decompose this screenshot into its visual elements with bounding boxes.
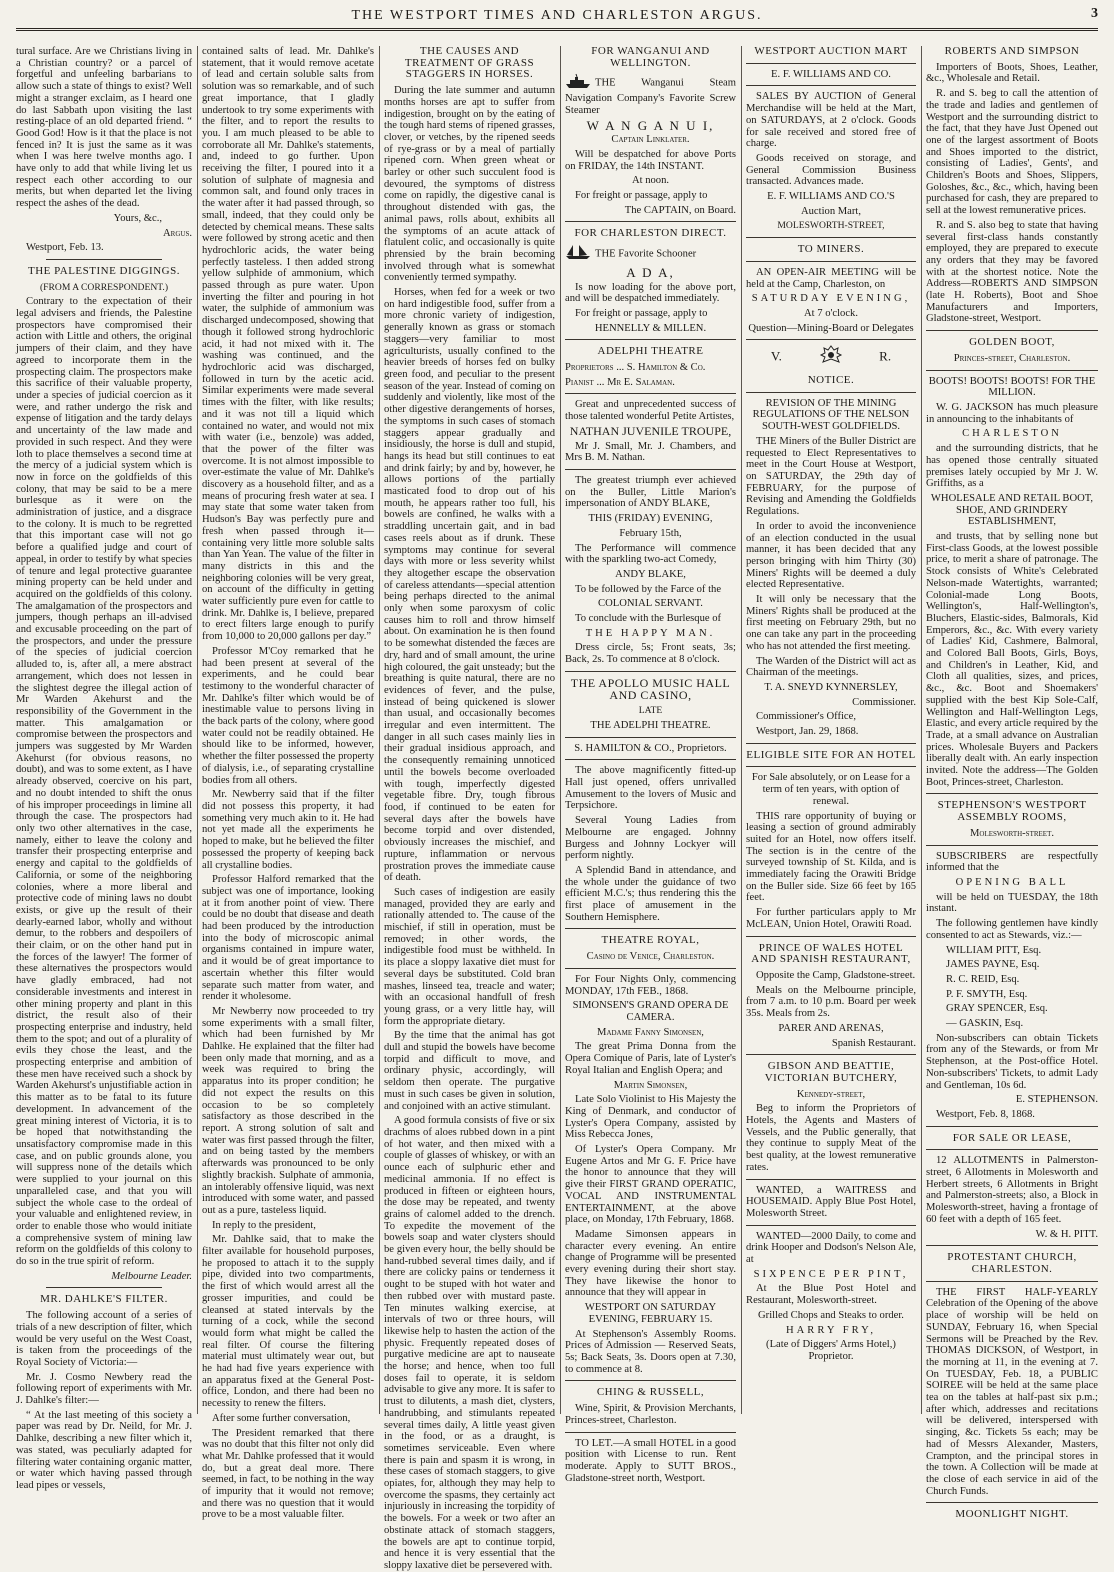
newspaper-title: THE WESTPORT TIMES AND CHARLESTON ARGUS.	[351, 8, 763, 23]
ad-body: For Four Nights Only, commencing MONDAY, 17th FEB., 1868.	[565, 973, 736, 997]
divider	[746, 1054, 916, 1055]
letter-dateline: Westport, Feb. 13.	[26, 242, 104, 254]
ad-line: SATURDAY EVENING,	[751, 293, 911, 305]
divider	[926, 1245, 1098, 1246]
page-number: 3	[1091, 6, 1098, 21]
ad-line: ANDY BLAKE,	[615, 568, 686, 580]
column-5	[746, 46, 916, 1414]
ad-body: At Stephenson's Assembly Rooms. Prices of Admission — Reserved Seats, 5s; Back Seats, 3s. Doors open at 7.30, to commence at 8.	[565, 1328, 736, 1375]
ad-line: Casino de Venice, Charleston.	[586, 951, 715, 963]
ad-body: The greatest triumph ever achieved on the Buller, Little Marion's impersonation of ANDY BLAKE,	[565, 474, 736, 510]
ad-body: The Performance will commence with the sparkling two-act Comedy,	[565, 542, 736, 566]
divider	[46, 259, 162, 260]
divider	[926, 330, 1098, 331]
ad-body: will be held on TUESDAY, the 18th instant.	[926, 891, 1098, 915]
ad-feature: WESTPORT ON SATURDAY EVENING, FEBRUARY 15.	[584, 1302, 717, 1325]
ad-heading-auction-mart: WESTPORT AUCTION MART	[754, 45, 908, 57]
ad-body: AN OPEN-AIR MEETING will be held at the Camp, Charleston, on	[746, 266, 916, 290]
divider	[565, 737, 736, 738]
divider	[926, 845, 1098, 846]
divider	[926, 370, 1098, 371]
ad-body: Wine, Spirit, & Provision Merchants, Princes-street, Charleston.	[565, 1403, 736, 1426]
divider	[565, 1380, 736, 1381]
ad-line: COLONIAL SERVANT.	[598, 598, 703, 610]
royal-crest-line: V. R.	[746, 345, 916, 371]
article-body-filter: Professor M'Coy remarked that he had been present at several of the experiments, and he could bear testimony to the wonderful character of Mr. Dahlke's filter which would be of inestimable value to persons living in the back parts of the colony, where good water could not be readily obtained. He should like to be informed, however, whether the filter possessed the property of dialysis, i.e., of separating crystalline bodies from all others.	[202, 645, 374, 786]
divider	[565, 339, 736, 340]
column-rule	[921, 46, 922, 1414]
divider	[746, 339, 916, 340]
article-body-staggers: During the late summer and autumn months horses are apt to suffer from indigestion, brought on by the eating of the tough hard stems of ripened grasses, clover, or vetches, by the ripened seeds of rye-grass or by a meal of partially ripened corn. When green wheat or barley or other such succulent food is devoured, the symptoms of distress come on rapidly, the digestive canal is throughout distended with gas, the animal paws, rolls about, exhibits all the symptoms of an acute attack of flatulent colic, and occasionally is quite phrensied by the brain becoming involved through what is somewhat conveniently termed sympathy.	[384, 85, 555, 284]
divider	[565, 1432, 736, 1433]
ad-line: SIXPENCE PER PINT,	[753, 1268, 909, 1280]
ad-body: Opposite the Camp, Gladstone-street.	[756, 970, 916, 981]
ad-line: THE ADELPHI THEATRE.	[590, 719, 711, 731]
article-heading-palestine: THE PALESTINE DIGGINGS.	[28, 264, 180, 277]
ad-body: THE Favorite Schooner	[565, 244, 736, 264]
column-6	[926, 45, 1098, 1521]
ad-body: For freight or passage, apply to	[575, 307, 708, 319]
ad-feature: BOOTS! BOOTS! BOOTS! FOR THE MILLION.	[928, 375, 1096, 399]
steward-name: P. F. SMYTH, Esq.	[946, 988, 1028, 1000]
ad-body: and the surrounding districts, that he has opened those centrally situated premises lately occupied by Mr J. W. Griffiths, as a	[926, 443, 1098, 490]
divider	[565, 393, 736, 394]
ad-body: In order to avoid the inconvenience of an election conducted in the usual manner, it has been decided that any person bringing with him Thirty (30) Miners' Rights will be deemed a duly elected Representative.	[746, 520, 916, 591]
article-body-filter: The President remarked that there was no doubt that this filter not only did what Mr. Dahlke professed that it would do, but a great deal more. There seemed, in fact, to be nothing in the way of impurity that it would not remove; and there was no question that it would prove to be a most valuable filter.	[202, 1427, 374, 1521]
ad-heading-stephensons: STEPHENSON'S WESTPORT ASSEMBLY ROOMS,	[937, 799, 1087, 824]
ad-body: The above magnificently fitted-up Hall just opened, offers unrivalled Amusement to the lovers of Music and Terpsichore.	[565, 765, 736, 812]
divider	[746, 85, 916, 86]
letter-closing: Yours, &c.,	[113, 212, 162, 224]
ad-line: At 7 o'clock.	[804, 307, 858, 319]
article-body-filter: In reply to the president,	[212, 1219, 316, 1231]
article-body-staggers: Horses, when fed for a week or two on hard indigestible food, suffer from a more chronic variety of indigestion, generally known as grass or stomach staggers—very familiar to most agriculturists, usually confined to the heavier breeds of horses fed on bulky green food, and peculiar to the present season of the year. Instead of coming on suddenly and violently, like most of the other digestive derangements of horses, the symptoms in such cases of stomach staggers appear gradually and insidiously, the horse is dull and stupid, hangs its head but still continues to eat and drink fairly; by and by, however, he allows portions of the partially masticated food to drop out of his mouth, he appears rather too full, his bowels are confined, he walks with a straddling uncertain gait, and in bad cases reels about as if drunk. These symptoms may continue for several days with more or less severity whilst they altogether escape the observation of careless attendants—special attention being perhaps directed to the animal only when some paroxysm of colic causes him to roll and throw himself about. On examination he is then found to be somewhat distended the fæces are dry, hard and of small amount, the urine high coloured, the gait unsteady; but the breathing is quite natural, there are no evidences of fever, and the pulse, instead of being quickened is slower than usual, and occasionally becomes irregular and even intermittent. The danger in all such cases mainly lies in their gradual insidious approach, and the consequently remaining unnoticed until the bowels become overloaded with tough, imperfectly digested vegetable fibre. Dry, tough fibrous food, if continued to be eaten for several days after the bowels have become torpid and over distended, obviously increases the mischief, and rupture, inflammation or nervous prostration proves the immediate cause of death.	[384, 287, 555, 884]
masthead-rule	[16, 28, 1098, 31]
steward-name: WILLIAM PITT, Esq.	[946, 944, 1042, 956]
ad-ship-name: W A N G A N U I,	[586, 117, 715, 133]
column-rule	[741, 46, 742, 1414]
steward-name: — GASKIN, Esq.	[946, 1018, 1024, 1030]
ad-body: Is now loading for the above port, and will be despatched immediately.	[565, 281, 736, 305]
ad-line: Westport, Feb. 8, 1868.	[936, 1108, 1035, 1120]
divider	[565, 221, 736, 222]
article-source: Melbourne Leader.	[111, 1270, 192, 1282]
ad-body: The following gentlemen have kindly consented to act as Stewards, viz.:—	[926, 918, 1098, 941]
ad-feature: WHOLESALE AND RETAIL BOOT, SHOE, AND GRINDERY ESTABLISHMENT,	[930, 492, 1094, 528]
ad-line: Pianist ... Mr E. Salaman.	[565, 376, 675, 388]
royal-crest-icon	[815, 345, 847, 371]
ad-heading-theatre-royal: THEATRE ROYAL,	[601, 934, 700, 947]
ad-body: THE Wanganui Steam Navigation Company's Favorite Screw Steamer	[565, 73, 736, 116]
letter-signature: Argus.	[163, 227, 192, 239]
divider	[746, 63, 916, 64]
ad-body: Madame Simonsen appears in character every evening. An entire change of Programme will be presented every evening during their short stay. They have likewise the honor to announce that they will appear in	[565, 1228, 736, 1299]
article-body-filter: The following account of a series of trials of a new description of filter, which would be very useful on the West Coast, is taken from the proceedings of the Royal Society of Victoria:—	[16, 1310, 192, 1368]
ad-body: WANTED, a WAITRESS and HOUSEMAID. Apply Blue Post Hotel, Molesworth Street.	[746, 1184, 916, 1219]
ad-body: For Sale absolutely, or on Lease for a term of ten years, with option of renewal.	[751, 772, 911, 807]
ad-line: (Late of Diggers' Arms Hotel,) Proprietor.	[766, 1339, 896, 1362]
ad-heading-to-miners: TO MINERS.	[797, 243, 865, 256]
article-body-filter: Mr. Newberry said that if the filter did not possess this property, it had something very much akin to it. He had not yet made all the experiments he hoped to make, but he believed the filter possessed the property of keeping back all crystalline bodies.	[202, 789, 374, 871]
ad-body: THE FIRST HALF-YEARLY Celebration of the Opening of the above place of worship will be held on SUNDAY, February 16, when Special Sermons will be Preached by the Rev. THOMAS DICKSON, of Westport, in the morning at 11, in the evening at 7. On TUESDAY, Feb. 18, a PUBLIC SOIREE will be held at the same place tea on the tables at half-past six p.m.; after which, addresses and recitations will be delivered, interspersed with singing, &c. Tickets 5s each; may be had of Messrs Alexander, Masters, Crampton, and the principal stores in the town. A Collection will be made at the close of each service in aid of the Church Funds.	[926, 1286, 1098, 1497]
divider	[926, 1149, 1098, 1150]
ad-heading-roberts-simpson: ROBERTS AND SIMPSON	[944, 45, 1080, 57]
column-3	[384, 45, 555, 1571]
ad-body: To be followed by the Farce of the	[575, 583, 722, 595]
article-body-filter: Professor Halford remarked that the subject was one of importance, looking at it from another point of view. There could be no doubt that disease and death had been produced by the introduction into the body of microscopic animal organisms contained in impure water, and it would be of great importance to ascertain whether this filter would separate such matter from water, and render it wholesome.	[202, 874, 374, 1003]
ad-feature: SIMONSEN'S GRAND OPERA DE CAMERA.	[572, 1000, 729, 1023]
ad-line: Martin Simonsen,	[613, 1079, 688, 1091]
article-body-filter: Mr. Dahlke said, that to make the filter available for household purposes, he proposed to attach it to the supply pipe, divided into two compartments, the first of which would arrest all the grosser impurities, and could be cleansed at stated intervals by the turning of a cock, while the second would form what might be called the real filter. Of course the filtering material must ultimately wear out, but he had had five years experience with an apparatus fixed at the General Post-office, London, and there had been no necessity to renew the filters.	[202, 1234, 374, 1410]
divider	[565, 671, 736, 672]
ad-signer: T. A. SNEYD KYNNERSLEY,	[764, 681, 898, 693]
ad-captain: Captain Linklater.	[611, 134, 690, 146]
ad-body: Meals on the Melbourne principle, from 7 a.m. to 10 p.m. Board per week 35s. Meals from 2s.	[746, 984, 916, 1020]
divider	[926, 1502, 1098, 1503]
ad-line: E. F. WILLIAMS AND CO.	[771, 68, 891, 80]
schooner-icon	[565, 244, 591, 264]
ad-contact: HENNELLY & MILLEN.	[594, 322, 707, 334]
steward-name: R. C. REID, Esq.	[946, 973, 1020, 985]
ad-heading-ching-russell: CHING & RUSSELL,	[596, 1386, 705, 1399]
ad-body: To conclude with the Burlesque of	[575, 613, 722, 625]
ad-body: Beg to inform the Proprietors of Hotels, the Agents and Masters of Vessels, and the Public generally, that they continue to supply Meat of the best quality, at the lowest remunerative rates.	[746, 1103, 916, 1173]
ad-line: Auction Mart,	[800, 205, 862, 217]
article-byline: (FROM A CORRESPONDENT.)	[39, 281, 169, 293]
divider	[746, 1179, 916, 1180]
ad-line: Molesworth-street.	[969, 827, 1054, 839]
ad-contact: The CAPTAIN, on Board.	[624, 204, 736, 216]
column-rule	[379, 46, 380, 1414]
article-body-staggers: A good formula consists of five or six drachms of aloes rubbed down in a pint of hot water, and then mixed with a couple of glasses of whiskey, or with an ounce each of sulphuric ether and medicinal ammonia. If no effect is produced in fifteen or eighteen hours, the dose may be repeated, and twenty grains of calomel added to the drench. To expedite the movement of the bowels soap and water clysters should be given every hour, the belly should be hand-rubbed several times daily, and if there are colicky pains or tenderness it ought to be stuped with hot water and then rubbed over with mustard paste. Ten minutes walking exercise, at intervals of two or three hours, will likewise help to hasten the action of the physic. Frequently repeated doses of purgative medicine are apt to nauseate the horse; and hence, when too full doses fail to operate, it is seldom advisable to give any more. It is safer to trust to dilutents, a mash diet, clysters, handrubbing, and stimulants repeated several times daily, A little yeast given in the food, or as a draught, is sometimes serviceable. Even where there is pain and spasm it is wrong, in these cases of stomach staggers, to give opiates, for, although they may help to overcome the spasms, they certainly act injuriously in increasing the torpidity of the bowels. For a week or two after an obstinate attack of stomach staggers, the bowels are apt to continue torpid, and hence it is very essential that the sloppy laxative diet be persevered with.	[384, 1115, 555, 1571]
divider	[746, 1225, 916, 1226]
ad-body: 12 ALLOTMENTS in Palmerston-street, 6 Allotments in Molesworth and Herbert streets, 6 Allotments in Bright and Palmerston-streets; also, a Block in Molesworth-street, having a frontage of 60 feet with a depth of 165 feet.	[926, 1155, 1098, 1225]
ad-line: Westport, Jan. 29, 1868.	[756, 726, 859, 738]
column-4	[565, 45, 736, 1484]
steamship-icon	[565, 73, 591, 93]
divider	[926, 793, 1098, 794]
article-body-staggers: Such cases of indigestion are easily managed, provided they are early and rationally attended to. The cause of the mischief, if still in operation, must be removed; in other words, the indigestible food must be withheld. In its place a sloppy laxative diet must for several days be substituted. Cold bran mashes, linseed tea, treacle and water; with an occasional handfull of fresh young grass, or a very little hay, will form the appropriate dietary.	[384, 886, 555, 1027]
ad-line: Commissioner's Office,	[756, 711, 856, 723]
ad-body: SUBSCRIBERS are respectfully informed that the	[926, 850, 1098, 874]
ad-body: and trusts, that by selling none but First-class Goods, at the lowest possible price, to merit a share of patronage. The Stock consists of White's Celebrated Nelson-made Watertights, warranted; Colonial-made Long Boots, Wellington's, Half-Wellington's, Bluchers, Elastic-sides, Balmorals, Kid Emperors, &c., &c. With every variety of Ladies' Kid, Cashmere, Balmoral, and Colored Ball Boots, Girls, Boys, and Children's in Leather, Kid, and Cloth all qualities, sizes, and prices, &c., &c. Boot and Shoemakers' supplied with the best Kip Sole-Calf, Wellington and Half-Wellington Legs, Elastic, and every article required by the Trade, at a small advance on Australian prices. Wholesale Buyers and Packers liberally dealt with. An early inspection invited. Note the address—The Golden Boot, Princes-street, Charleston.	[926, 531, 1098, 788]
ad-heading-moonlight: MOONLIGHT NIGHT.	[955, 1508, 1069, 1521]
divider	[565, 968, 736, 969]
ad-line: OPENING BALL	[955, 877, 1069, 888]
ad-time: At noon.	[631, 175, 670, 187]
ad-body: SALES BY AUCTION of General Merchandise will be held at the Mart, on SATURDAYS, at 2 o'clock. Goods for sale received and stored free of charge.	[746, 91, 916, 150]
ad-line: Kennedy-street,	[796, 1088, 866, 1100]
divider	[746, 237, 916, 238]
divider	[565, 928, 736, 929]
ad-body: Several Young Ladies from Melbourne are engaged. Johnny Burgess and Johnny Lockyer will perform nightly.	[565, 815, 736, 862]
ad-line: E. F. WILLIAMS AND CO.'S	[767, 191, 895, 203]
ad-signer: HARRY FRY,	[785, 1324, 877, 1336]
steward-name: JAMES PAYNE, Esq.	[946, 959, 1040, 971]
ad-body: WANTED—2000 Daily, to come and drink Hooper and Dodson's Nelson Ale, at	[746, 1230, 916, 1266]
column-1	[16, 46, 192, 1491]
ad-body: Late Solo Violinist to His Majesty the King of Denmark, and conductor of Lyster's Opera Company, assisted by Miss Rebecca Jones,	[565, 1094, 736, 1141]
ad-body: Mr J. Small, Mr. J. Chambers, and Mrs B. M. Nathan.	[565, 440, 736, 464]
ad-heading-gibson-beattie: GIBSON AND BEATTIE, VICTORIAN BUTCHERY,	[764, 1060, 898, 1084]
ad-body: W. G. JACKSON has much pleasure in announcing to the inhabitants of	[926, 401, 1098, 425]
ad-line: Proprietors ... S. Hamilton & Co.	[565, 362, 706, 374]
ad-heading-protestant-church: PROTESTANT CHURCH, CHARLESTON.	[947, 1251, 1077, 1275]
ad-body: Of Lyster's Opera Company. Mr Eugene Artos and Mr G. F. Price have the honor to announce that they will give their FIRST GRAND OPERATIC, VOCAL AND INSTRUMENTAL ENTERTAINMENT, at the above place, on Monday, 17th February, 1868.	[565, 1144, 736, 1226]
ad-body: THIS rare opportunity of buying or leasing a section of ground admirably suited for an Hotel, now offers itself. The section is in the centre of the surveyed township of St. Kilda, and is immediately facing the Orawiti Bridge on the Buller side. Size 66 feet by 165 feet.	[746, 810, 916, 904]
ad-heading-prince-of-wales: PRINCE OF WALES HOTEL AND SPANISH RESTAURANT,	[751, 941, 911, 966]
ad-line: Commissioner.	[852, 696, 916, 708]
divider	[746, 766, 916, 767]
divider	[746, 392, 916, 393]
divider	[926, 1281, 1098, 1282]
ad-signer: W. & H. PITT.	[1035, 1228, 1098, 1240]
ad-heading-charleston: FOR CHARLESTON DIRECT.	[574, 227, 727, 240]
letter-body: tural surface. Are we Christians living in a Christian country? or a parcel of forgetful and unfeeling barbarians to allow such a state of things to exist? Well might a stranger exclaim, as I heard one do last Sabbath upon visiting the last resting-place of an old departed friend. “ Good God! How is it that the place is not fenced in? It is just the same as it was when I was here twelve months ago. I have only to add that while living let us respect each other according to our merits, but when departed let the living respect the ashes of the dead.	[16, 46, 192, 210]
ad-body: At the Blue Post Hotel and Restaurant, Molesworth-street.	[746, 1283, 916, 1307]
ad-line: S. HAMILTON & CO., Proprietors.	[574, 742, 727, 754]
ad-body: R. and S. also beg to state that having several first-class hands constantly employed, they are prepared to execute any orders that they may be favored with at the shortest notice. Note the Address—ROBERTS AND SIMPSON (late H. Roberts), Boot and Shoe Manufacturers and Importers, Gladstone-street, Westport.	[926, 219, 1098, 325]
ad-heading-golden-boot: GOLDEN BOOT,	[969, 336, 1055, 349]
ad-heading-apollo: THE APOLLO MUSIC HALL AND CASINO,	[570, 675, 731, 702]
notice-heading: NOTICE.	[807, 374, 855, 387]
ad-signer: PARER AND ARENAS,	[778, 1022, 884, 1034]
divider	[746, 261, 916, 262]
masthead	[16, 4, 1098, 34]
ad-body: A Splendid Band in attendance, and the whole under the guidance of two efficient M.C.'s; thus rendering this the first place of amusement in the Southern Hemisphere.	[565, 864, 736, 923]
divider	[926, 1126, 1098, 1127]
ad-heading-adelphi: ADELPHI THEATRE	[597, 345, 704, 358]
article-heading-filter: MR. DAHLKE'S FILTER.	[40, 1293, 168, 1306]
divider	[746, 743, 916, 744]
ad-line: THE HAPPY MAN.	[585, 627, 716, 639]
ad-feature: NATHAN JUVENILE TROUPE,	[569, 423, 732, 438]
ad-body: THE Miners of the Buller District are requested to Elect Representatives to meet in the Court House at Westport, on SATURDAY, the 29th day of FEBRUARY, for the purpose of Revising and Amending the Goldfields Regulations.	[746, 435, 916, 518]
ad-line: THIS (FRIDAY) EVENING,	[588, 513, 713, 525]
ad-line: February 15th,	[619, 527, 682, 539]
ad-heading-wanganui: FOR WANGANUI AND WELLINGTON.	[591, 45, 710, 69]
article-body-filter: Mr. J. Cosmo Newbery read the following report of experiments with Mr. J. Dahlke's filter:—	[16, 1371, 192, 1407]
divider	[565, 469, 736, 470]
ad-body: Dress circle, 5s; Front seats, 3s; Back, 2s. To commence at 8 o'clock.	[565, 642, 736, 666]
ad-body: Goods received on storage, and General Commission Business transacted. Advances made.	[746, 152, 916, 188]
article-body-filter: “ At the last meeting of this society a paper was read by Dr. Neild, for Mr. J. Dahlke, describing a new filter which it, was stated, was peculiarly adapted for filtering water containing organic matter, or water which having passed through lead pipes or vessels,	[16, 1409, 192, 1491]
article-body-staggers: By the time that the animal has got dull and stupid the bowels have become torpid and difficult to move, and ordinary physic, accordingly, will seldom then operate. The purgative must in such cases be given in solution, and conjoined with an active stimulant.	[384, 1030, 555, 1112]
ad-heading-revision: REVISION OF THE MINING REGULATIONS OF THE NELSON SOUTH-WEST GOLDFIELDS.	[752, 397, 910, 433]
ad-body: Non-subscribers can obtain Tickets from any of the Stewards, or from Mr Stephenson, at the Post-office Hotel. Non-subscribers' Tickets, to admit Lady and Gentleman, 10s 6d.	[926, 1032, 1098, 1091]
ad-line: Question—Mining-Board or Delegates	[748, 322, 914, 334]
column-rule	[560, 46, 561, 1414]
divider	[565, 759, 736, 760]
ad-body: R. and S. beg to call the attention of the trade and ladies and gentlemen of Westport and the surrounding district to the fact, that they have Just Opened out one of the largest assortment of Boots and Shoes imported to the district, consisting of Ladies', Gents', and Children's Boots and Shoes, Slippers, Goloshes, &c., &c., which, having been purchased for cash, they are prepared to sell at the lowest remunerative prices.	[926, 88, 1098, 217]
ad-signer: E. STEPHENSON.	[1015, 1094, 1098, 1106]
ad-line: Princes-street, Charleston.	[953, 352, 1071, 364]
ad-line: Spanish Restaurant.	[831, 1037, 916, 1049]
divider	[746, 936, 916, 937]
ad-body: Great and unprecedented success of those talented wonderful Petite Artistes,	[565, 399, 736, 423]
article-body-filter: Mr Newberry now proceeded to try some experiments with a small filter, which had been furnished by Mr Dahlke. He explained that the filter had been only made that morning, and as a week was required to bring the apparatus into its proper condition; he did not expect the results on this occasion to be so completely satisfactory as those described in the report. A strong solution of salt and water was first passed through the filter, and on being tasted by the members afterwards was pronounced to be only slightly brackish. Sulphate of ammonia, an intolerably offensive liquid, was next introduced with some water, and passed out as a pure, tasteless liquid.	[202, 1005, 374, 1216]
ad-body: The great Prima Donna from the Opera Comique of Paris, late of Lyster's Royal Italian and English Opera; and	[565, 1041, 736, 1076]
article-body-filter: contained salts of lead. Mr. Dahlke's statement, that it would remove acetate of lead and certain soluble salts from solution was so remarkable, and of such great importance, that I gladly undertook to try some experiments with the filter, and to report the results to you. I am much pleased to be able to corroborate all Mr. Dahlke's statements, and, indeed to go further. Upon receiving the filter, I poured into it a solution of sulphate of magnesia and common salt, and found only traces in the water after it had passed through, so small, indeed, that they could only be detected by chemical means. These salts were followed by strong acetic and then hydrochloric acids, the water being perfectly tasteless. I then added strong yellow sulphide of ammonium, which passed through as pure water. Upon inverting the filter and pouring in hot water, the sulphide of ammonium was discharged undecomposed, showing that though it followed strong hydrochloric acid, it had not mixed with it. The washing was continued, and the hydrochloric acid was discharged, followed in turn by the acetic acid. Similar experiments were made several times with the filter, with like results; and it was not till a liquid which contained no water, and would not mix with water (i.e., benzole) was added, that the power of the filter was overcome. It is not almost impossible to over-estimate the value of Mr. Dahlke's discovery as a household filter, and as a means of procuring fresh water at sea. I may state that some water taken from Hudson's Bay was perfectly pure and fresh when passed through it—containing very little more soluble salts than Yan Yean. The value of the filter in many districts in this and the neighboring colonies will be very great, on account of the difficulty in getting water sufficiently pure even for cattle to drink. Mr. Dahlke is, I believe, prepared to erect filters large enough to purify from 10,000 to 20,000 gallons per day.”	[202, 46, 374, 643]
column-2	[202, 46, 374, 1521]
ad-line: Grilled Chops and Steaks to order.	[758, 1309, 904, 1321]
column-rule	[197, 46, 198, 1414]
ad-heading-for-sale: FOR SALE OR LEASE,	[952, 1131, 1072, 1144]
steward-name: GRAY SPENCER, Esq.	[946, 1003, 1048, 1015]
divider	[46, 1287, 162, 1288]
ad-heading-hotel-site: ELIGIBLE SITE FOR AN HOTEL	[746, 748, 916, 761]
ad-body: It will only be necessary that the Miners' Rights shall be produced at the first meeting on February 29th, but no one can take any part in the proceeding who has not attended the first meeting.	[746, 594, 916, 652]
article-heading-staggers: THE CAUSES AND TREATMENT OF GRASS STAGGERS IN HORSES.	[404, 45, 535, 81]
ad-line: MOLESWORTH-STREET,	[777, 220, 885, 232]
ad-body: The Warden of the District will act as Chairman of the meetings.	[746, 655, 916, 679]
article-body-filter: After some further conversation,	[212, 1412, 351, 1424]
ad-line: CHARLESTON	[962, 428, 1062, 440]
ad-body: Importers of Boots, Shoes, Leather, &c., Wholesale and Retail.	[926, 61, 1098, 85]
ad-line: Madame Fanny Simonsen,	[597, 1026, 704, 1038]
ad-body: TO LET.—A small HOTEL in a good position with License to run. Rent moderate. Apply to SUTT BROS., Gladstone-street north, Westport.	[565, 1437, 736, 1484]
ad-ship-name: A D A,	[626, 264, 675, 280]
article-body-palestine: Contrary to the expectation of their legal advisers and friends, the Palestine prospectors have compromised their action with Little and others, the original jumpers of their claim, and they have agreed to incorporate them in the prospecting claim. The prospectors make this sacrifice of their valuable property, under a species of judicial coercion as it were, and rather undergo the risk and expense of litigation and the tardy delays and uncertainty of the law made and provided in such respect. And they were loth to place themselves a second time at the mercy of a judicial system which is now in force on the goldfields of this colony, that may be said to be a mere burlesque as it were on the administration of justice, and a disgrace to the colony. It is much to be regretted that this important case will not go before a qualified judge and court of appeal, in order to testify by what species of tenure and legal protective guarantee mining property can be held under and acquired on the goldfields of this colony. The amalgamation of the prospectors and jumpers, though perhaps an ill-advised and excusable proceeding on the part of the prospectors, and under the pressure of the species of judicial coercion alluded to, is, after all, a mere abstract arrangement, which does not lessen in the slightest degree the illegal action of Mr Warden Akehurst and the responsibility of the Government in the matter. This amalgamation or compromise between the prospectors and jumpers was suggested by Mr Warden Akehurst (for obvious reasons, no doubt), and was to some extent, as I have already observed, coercive on his part, and no doubt intended to shift the onus of his improper proceedings in limine all through the case. The prospectors had only two other alternatives in the case, namely, either to leave the colony and transfer their prospecting enterprise and energy and capital to the goldfields of California, or some of the neighboring colonies, where a more liberal and protective code of mining laws no doubt exists, or give up the result of their dearly-earned labor, wholly and without demur, to the robbers and despoilers of their claim, or on the other hand put in the forces of the lawyer! The former of these alternatives the prospectors would have gladly embraced, had not considerable investments and interest in other mining property and plant in this district, the result also of their prospecting enterprise and industry, held them to the spot; and out of a plurality of evils they chose the least, and the prospecting enterprise and ambition of these men have received such a shock by Warden Akehurst's unjustifiable action in this matter as to be fatal to its future development. In advancement of the great mining interest of Victoria, it is to be hoped that notwithstanding the unsatisfactory compromise made in this case, and on public grounds alone, you will suppress none of the details which were supplied to your journal on this unparalleled case, and that you will subject the whole case to the ordeal of your valuable and enlightened review, in order to enable those who would initiate a comprehensive system of mining law reform on the goldfields of this colony to do so in the true spirit of reform.	[16, 296, 192, 1268]
ad-body: Will be despatched for above Ports on FRIDAY, the 14th INSTANT.	[565, 148, 736, 172]
ad-body: For further particulars apply to Mr McLEAN, Union Hotel, Orawiti Road.	[746, 907, 916, 930]
ad-body: For freight or passage, apply to	[575, 190, 708, 202]
ad-line: LATE	[638, 705, 663, 717]
